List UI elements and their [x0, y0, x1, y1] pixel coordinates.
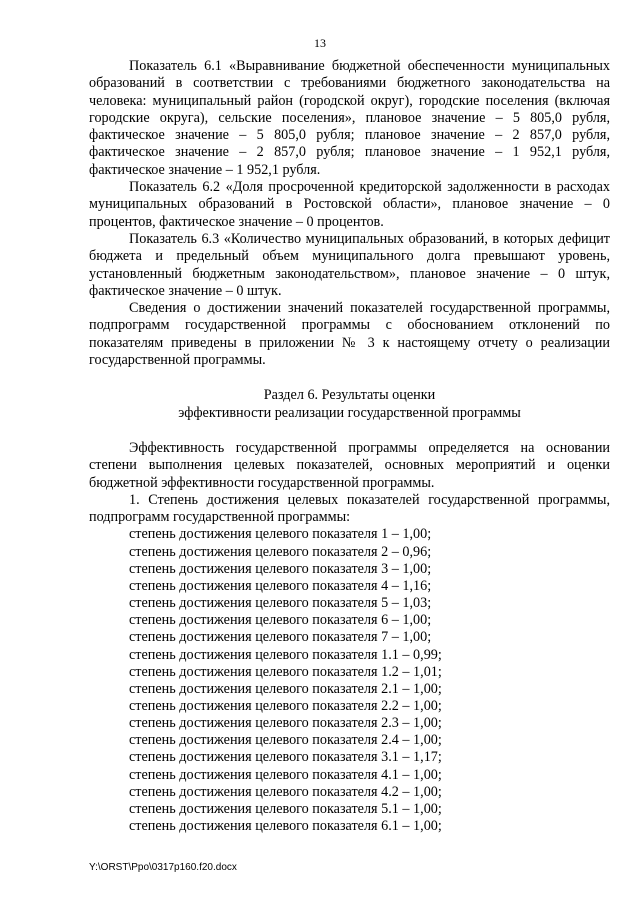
- section-heading: [89, 387, 610, 422]
- list-item: степень достижения целевого показателя 4.2 – 1,00;: [129, 783, 442, 800]
- page-number: 13: [314, 36, 326, 50]
- paragraph-indicator-6-2: Показатель 6.2 «Доля просроченной кредиторской задолженности в расходах муниципальных образований в Ростовской области», плановое значение – 0 процентов, фактическое значение – 0 процентов.: [89, 179, 610, 230]
- list-item: степень достижения целевого показателя 3 – 1,00;: [129, 560, 432, 577]
- list-item: степень достижения целевого показателя 2 – 0,96;: [129, 543, 432, 560]
- list-item: степень достижения целевого показателя 7 – 1,00;: [129, 629, 432, 646]
- list-item: степень достижения целевого показателя 5.1 – 1,00;: [129, 800, 442, 817]
- list-item: степень достижения целевого показателя 3.1 – 1,17;: [129, 749, 442, 766]
- list-item: степень достижения целевого показателя 2.2 – 1,00;: [129, 697, 442, 714]
- list-item: степень достижения целевого показателя 6 – 1,00;: [129, 612, 432, 629]
- list-item: степень достижения целевого показателя 2.1 – 1,00;: [129, 680, 442, 697]
- section-heading-line-1: Раздел 6. Результаты оценки: [263, 387, 436, 404]
- list-item: степень достижения целевого показателя 4.1 – 1,00;: [129, 766, 442, 783]
- section-heading-line-2: эффективности реализации государственной программы: [178, 404, 521, 421]
- paragraph-indicator-6-3: Показатель 6.3 «Количество муниципальных образований, в которых дефицит бюджета и предельный объем муниципального долга превышают уровень, установленный бюджетным законодательством», плановое значение – 0 штук, фактическое значение – 0 штук.: [89, 230, 610, 299]
- measure-list: [89, 526, 610, 835]
- file-path-footer: Y:\ORST\Ppo\0317p160.f20.docx: [89, 862, 237, 873]
- list-item: степень достижения целевого показателя 1.1 – 0,99;: [129, 646, 442, 663]
- list-item: степень достижения целевого показателя 6.1 – 1,00;: [129, 818, 442, 835]
- paragraph-degree-intro: 1. Степень достижения целевых показателей государственной программы, подпрограмм государственной программы:: [89, 491, 610, 526]
- list-item: степень достижения целевого показателя 1.2 – 1,01;: [129, 663, 442, 680]
- paragraph-appendix-reference: Сведения о достижении значений показателей государственной программы, подпрограмм государственной программы с обоснованием отклонений по показателям приведены в приложении № 3 к настоящему отчету о реализации государственной программы.: [89, 300, 610, 369]
- paragraph-efficiency: Эффективность государственной программы определяется на основании степени выполнения целевых показателей, основных мероприятий и оценки бюджетной эффективности государственной программы.: [89, 439, 610, 491]
- list-item: степень достижения целевого показателя 5 – 1,03;: [129, 595, 432, 612]
- list-item: степень достижения целевого показателя 2.4 – 1,00;: [129, 732, 442, 749]
- paragraph-indicator-6-1: Показатель 6.1 «Выравнивание бюджетной обеспеченности муниципальных образований в соответствии с требованиями бюджетного законодательства на человека: муниципальный район (городской округ), городские поселения (включая городские округа), сельские поселения», плановое значение – 5 805,0 рубля, фактическое значение – 5 805,0 рубля; плановое значение – 2 857,0 рубля, фактическое значение – 2 857,0 рубля; плановое значение – 1 952,1 рубля, фактическое значение – 1 952,1 рубля.: [89, 58, 610, 178]
- list-item: степень достижения целевого показателя 2.3 – 1,00;: [129, 715, 442, 732]
- list-item: степень достижения целевого показателя 1 – 1,00;: [129, 526, 432, 543]
- document-body: [89, 58, 610, 835]
- list-item: степень достижения целевого показателя 4 – 1,16;: [129, 577, 432, 594]
